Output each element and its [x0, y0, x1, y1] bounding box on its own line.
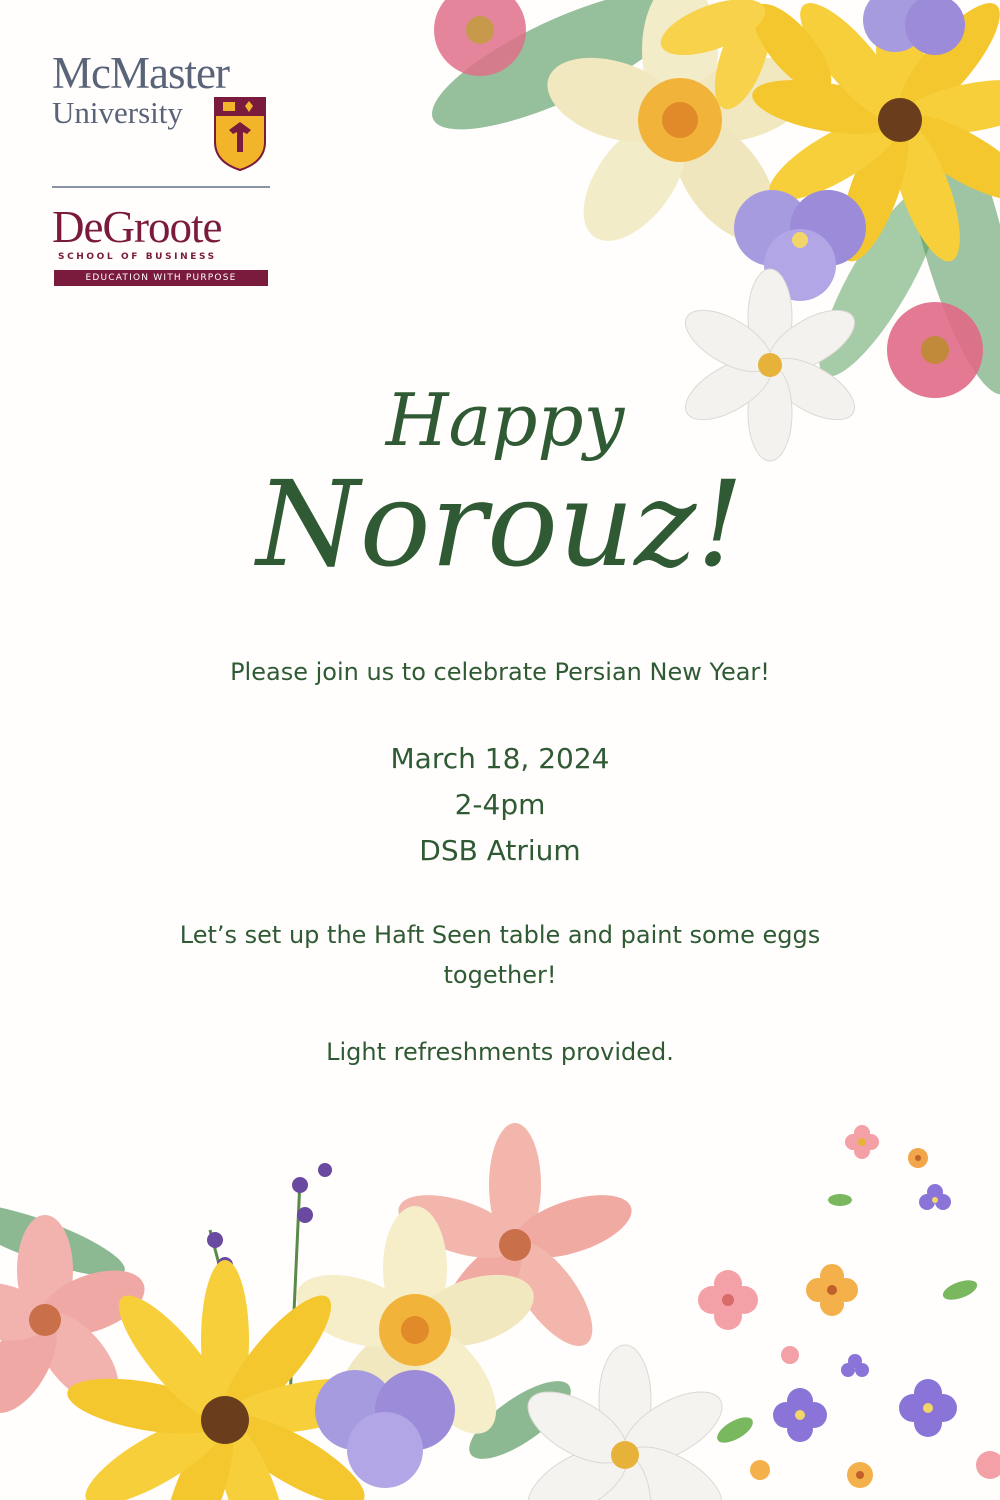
- degroote-tagline: EDUCATION WITH PURPOSE: [54, 270, 268, 286]
- degroote-wordmark: DeGroote: [52, 202, 222, 252]
- bottom-left-flower-cluster: [0, 1123, 733, 1500]
- title-line-happy: Happy: [385, 378, 625, 462]
- mcmaster-crest-icon: [213, 96, 267, 172]
- scattered-small-flowers: [698, 1125, 1000, 1488]
- event-date: March 18, 2024: [390, 742, 610, 775]
- activity-description: Let’s set up the Haft Seen table and paint some eggs together!: [179, 921, 821, 989]
- mcmaster-wordmark: McMaster: [52, 48, 229, 98]
- event-time: 2-4pm: [454, 788, 546, 821]
- refreshments-note: Light refreshments provided.: [326, 1038, 674, 1066]
- invitation-text: Please join us to celebrate Persian New Year!: [230, 658, 770, 686]
- event-location: DSB Atrium: [419, 834, 581, 867]
- greeting-title: [0, 360, 1000, 620]
- title-line-norouz: Norouz!: [256, 455, 744, 593]
- degroote-school-label: SCHOOL OF BUSINESS: [58, 252, 217, 262]
- logo-divider: [52, 186, 270, 188]
- mcmaster-university-wordmark: University: [52, 95, 183, 130]
